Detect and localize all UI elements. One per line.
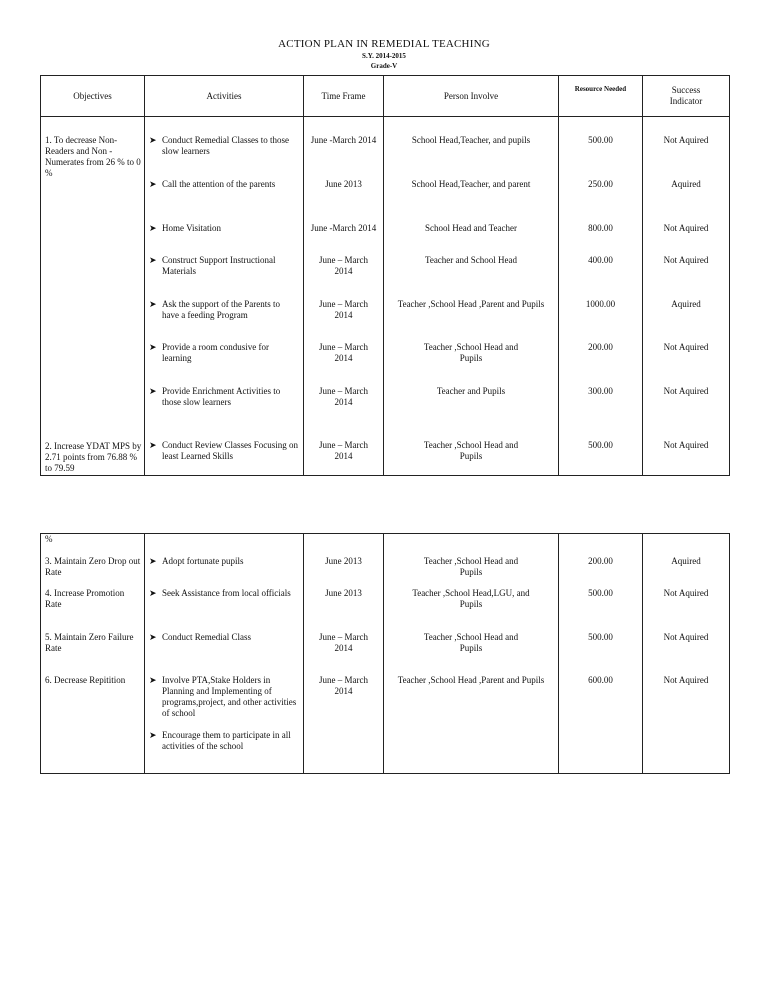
- resource-amount: 500.00: [588, 588, 613, 598]
- header-success-indicator: Success Indicator: [643, 76, 730, 117]
- objective-6: 6. Decrease Repitition: [45, 675, 126, 685]
- list-item: ➤ Call the attention of the parents: [149, 179, 276, 189]
- resource-amount: 400.00: [588, 255, 613, 265]
- resource-amount: 200.00: [588, 556, 613, 566]
- time-frame: June – March 2014: [319, 255, 368, 276]
- arrow-bullet-icon: ➤: [149, 223, 157, 233]
- resource-amount: 500.00: [588, 632, 613, 642]
- person-column: [384, 117, 558, 475]
- success-indicator: Not Aquired: [663, 632, 709, 642]
- success-indicator: Aquired: [671, 179, 701, 189]
- arrow-bullet-icon: ➤: [149, 386, 157, 396]
- time-frame-column: [304, 534, 383, 773]
- header-row: [41, 76, 730, 117]
- person-involved: Teacher ,School Head,LGU, and Pupils: [412, 588, 530, 609]
- body-row: [41, 534, 730, 774]
- objective-4: 4. Increase Promotion Rate: [45, 588, 125, 609]
- resource-amount: 1000.00: [585, 299, 616, 309]
- list-item: ➤ Provide a room condusive for learning: [149, 342, 269, 363]
- resource-amount: 300.00: [588, 386, 613, 396]
- arrow-bullet-icon: ➤: [149, 135, 157, 145]
- resource-amount: 800.00: [588, 223, 613, 233]
- person-involved: Teacher ,School Head ,Parent and Pupils: [397, 299, 545, 309]
- page-title: ACTION PLAN IN REMEDIAL TEACHING: [278, 38, 490, 50]
- arrow-bullet-icon: ➤: [149, 440, 157, 450]
- resource-amount: 200.00: [588, 342, 613, 352]
- person-involved: School Head,Teacher, and pupils: [411, 135, 531, 145]
- success-indicator: Not Aquired: [663, 342, 709, 352]
- person-involved: School Head and Teacher: [425, 223, 517, 233]
- list-item: ➤ Conduct Review Classes Focusing on least Learned Skills: [149, 440, 298, 461]
- list-item: ➤ Construct Support Instructional Materials: [149, 255, 276, 276]
- list-item: ➤ Encourage them to participate in all activities of the school: [149, 730, 291, 751]
- grade-level: Grade-V: [370, 62, 398, 70]
- time-frame: June – March 2014: [319, 342, 368, 363]
- success-indicator: Not Aquired: [663, 223, 709, 233]
- success-indicator: Aquired: [671, 299, 701, 309]
- header-objectives: Objectives: [41, 76, 145, 117]
- person-involved: Teacher ,School Head and Pupils: [423, 556, 519, 577]
- list-item: ➤ Provide Enrichment Activities to those slow learners: [149, 386, 281, 407]
- time-frame: June 2013: [325, 179, 362, 189]
- list-item: ➤ Home Visitation: [149, 223, 222, 233]
- header-person-involve: Person Involve: [384, 76, 559, 117]
- time-frame: June – March 2014: [319, 440, 368, 461]
- objective-3: 3. Maintain Zero Drop out Rate: [45, 556, 141, 577]
- resource-column: [559, 534, 642, 773]
- list-item: ➤ Conduct Remedial Classes to those slow learners: [149, 135, 289, 156]
- time-frame: June 2013: [325, 556, 362, 566]
- resource-amount: 500.00: [588, 440, 613, 450]
- arrow-bullet-icon: ➤: [149, 632, 157, 642]
- objective-1: 1. To decrease Non-Readers and Non -Numerates from 26 % to 0 %: [45, 135, 141, 178]
- success-indicator: Not Aquired: [663, 675, 709, 685]
- time-frame: June – March 2014: [319, 675, 368, 696]
- time-frame: June 2013: [325, 588, 362, 598]
- list-item: ➤ Ask the support of the Parents to have a feeding Program: [149, 299, 280, 320]
- arrow-bullet-icon: ➤: [149, 730, 157, 740]
- resource-amount: 250.00: [588, 179, 613, 189]
- arrow-bullet-icon: ➤: [149, 556, 157, 566]
- action-plan-table-2: [40, 533, 730, 774]
- resource-amount: 500.00: [588, 135, 613, 145]
- success-indicator: Aquired: [671, 556, 701, 566]
- time-frame: June -March 2014: [310, 223, 377, 233]
- indicator-column: [643, 117, 729, 475]
- objective-2: 2. Increase YDAT MPS by 2.71 points from 76.88 % to 79.59: [45, 441, 142, 473]
- body-row: [41, 117, 730, 476]
- objective-5: 5. Maintain Zero Failure Rate: [45, 632, 134, 653]
- resource-column: [559, 117, 642, 475]
- arrow-bullet-icon: ➤: [149, 299, 157, 309]
- success-indicator: Not Aquired: [663, 588, 709, 598]
- resource-amount: 600.00: [588, 675, 613, 685]
- time-frame: June -March 2014: [310, 135, 377, 145]
- arrow-bullet-icon: ➤: [149, 588, 157, 598]
- list-item: ➤ Seek Assistance from local officials: [149, 588, 291, 598]
- success-indicator: Not Aquired: [663, 255, 709, 265]
- header-time-frame: Time Frame: [304, 76, 384, 117]
- activities-column: [145, 117, 303, 475]
- person-involved: Teacher ,School Head and Pupils: [423, 632, 519, 653]
- time-frame: June – March 2014: [319, 299, 368, 320]
- activities-column: [145, 534, 303, 773]
- person-column: [384, 534, 558, 773]
- arrow-bullet-icon: ➤: [149, 255, 157, 265]
- person-involved: Teacher ,School Head and Pupils: [423, 440, 519, 461]
- person-involved: School Head,Teacher, and parent: [411, 179, 531, 189]
- time-frame: June – March 2014: [319, 632, 368, 653]
- school-year: S.Y. 2014-2015: [362, 52, 406, 60]
- success-indicator: Not Aquired: [663, 386, 709, 396]
- person-involved: Teacher ,School Head and Pupils: [423, 342, 519, 363]
- list-item: ➤ Adopt fortunate pupils: [149, 556, 244, 566]
- indicator-column: [643, 534, 729, 773]
- success-indicator: Not Aquired: [663, 135, 709, 145]
- header-resource-needed: Resource Needed: [559, 76, 643, 117]
- header-activities: Activities: [145, 76, 304, 117]
- arrow-bullet-icon: ➤: [149, 675, 157, 685]
- person-involved: Teacher and Pupils: [436, 386, 506, 396]
- arrow-bullet-icon: ➤: [149, 342, 157, 352]
- time-frame: June – March 2014: [319, 386, 368, 407]
- list-item: ➤ Conduct Remedial Class: [149, 632, 251, 642]
- list-item: ➤ Involve PTA,Stake Holders in Planning and Implementing of programs,project, and other activities of school: [149, 675, 297, 718]
- time-frame-column: [304, 117, 383, 475]
- action-plan-table-1: [40, 75, 730, 476]
- person-involved: Teacher ,School Head ,Parent and Pupils: [397, 675, 545, 685]
- arrow-bullet-icon: ➤: [149, 179, 157, 189]
- person-involved: Teacher and School Head: [424, 255, 518, 265]
- success-indicator: Not Aquired: [663, 440, 709, 450]
- percent-continuation: %: [45, 534, 53, 544]
